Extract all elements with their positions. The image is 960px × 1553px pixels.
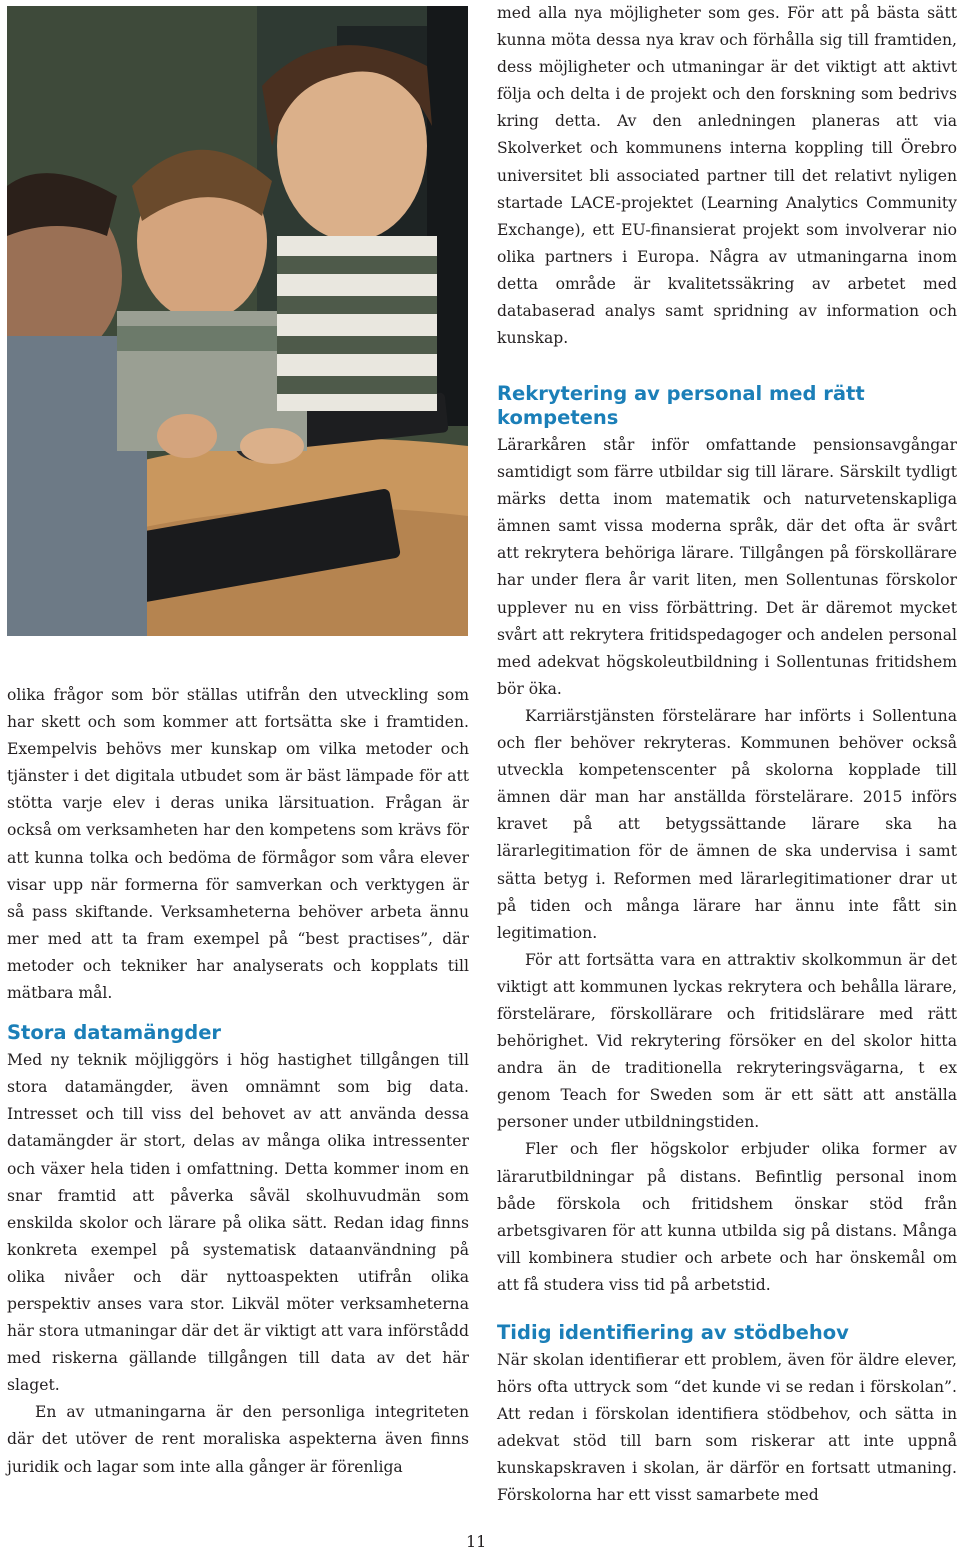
body-paragraph: En av utmaningarna är den personliga integriteten där det utöver de rent moraliska aspekterna även finns juridik och lagar som inte alla gånger är förenliga [7,1403,469,1476]
body-paragraph: Fler och fler högskolor erbjuder olika former av lärarutbildningar på distans. Befintlig personal inom både förskola och fritidshem önskar stöd från arbetsgivaren för att kunna utbilda sig på distans. Många vill kombinera studier och arbete och har önskemål om att få studera viss tid på arbetstid. [497,1140,957,1294]
section-heading-tidig-identifiering: Tidig identifiering av stödbehov [497,1321,849,1344]
body-paragraph: Med ny teknik möjliggörs i hög hastighet tillgången till stora datamängder, även omnämnt som big data. Intresset och till viss del behovet av att använda dessa datamängder är stort, delas av många olika intressenter och växer hela tiden i omfattning. Detta kommer inom en snar framtid att påverka såväl skolhuvudmän som enskilda skolor och lärare på olika sätt. Redan idag finns konkreta exempel på systematisk dataanvändning på olika nivåer och där nyttoaspekten utifrån olika perspektiv anses vara stor. Likväl möter verksamheterna här stora utmaningar där det är viktigt att vara införstådd med riskerna gällande tillgången till data av det här slaget. [7,1051,469,1395]
body-paragraph: För att fortsätta vara en attraktiv skolkommun är det viktigt att kommunen lyckas rekrytera och behålla lärare, förstelärare, förskollärare och fritidslärare med rätt behörighet. Vid rekrytering försöker en del skolor hitta andra än de traditionella rekryteringsvägarna, t ex genom Teach for Sweden som är ett sätt att anställa personer under utbildningstiden. [497,950,957,1132]
right-column-top [497,0,957,352]
page-number: 11 [466,1532,487,1551]
section-heading-stora-datamangder: Stora datamängder [7,1021,222,1045]
section-heading-rekrytering: Rekrytering av personal med rätt kompetens [497,382,865,429]
body-paragraph: Karriärstjänsten förstelärare har införts i Sollentuna och fler behöver rekryteras. Kommunen behöver också utveckla kompetenscenter på skolorna kopplade till ämnen där man har anställda förstelärare. 2015 införs kravet på att betygssättande lärare ska ha lärarlegitimation för de ämnen de ska undervisa i samt sätta betyg i. Reformen med lärarlegitimationer drar ut på tiden och många lärare har ännu inte fått sin legitimation. [497,706,957,942]
students-at-computer-photo [7,6,468,636]
body-paragraph: med alla nya möjligheter som ges. För att på bästa sätt kunna möta dessa nya krav och förhålla sig till framtiden, dess möjligheter och utmaningar är det viktigt att aktivt följa och delta i de projekt och den forskning som bedrivs kring detta. Av den anledningen planeras att via Skolverket och kommunens interna koppling till Örebro universitet bli associated partner till det relativt nyligen startade LACE-projektet (Learning Analytics Community Exchange), ett EU-finansierat projekt som involverar nio olika partners i Europa. Några av utmaningarna inom detta område är kvalitetssäkring av arbetet med databaserad analys samt spridning av information och kunskap. [497,4,957,348]
body-paragraph: Lärarkåren står inför omfattande pensionsavgångar samtidigt som färre utbildar sig till lärare. Särskilt tydligt märks detta inom matematik och naturvetenskapliga ämnen samt vissa moderna språk, där det ofta är svårt att rekrytera behöriga lärare. Tillgången på förskollärare har under flera år varit liten, men Sollentunas förskolor upplever nu en viss förbättring. Det är däremot mycket svårt att rekrytera fritidspedagoger och andelen personal med adekvat högskoleutbildning i Sollentunas fritidshem bör öka. [497,436,957,698]
right-column [497,368,957,1510]
body-paragraph: När skolan identifierar ett problem, även för äldre elever, hörs ofta uttryck som “det kunde vi se redan i förskolan”. Att redan i förskolan identifiera stödbehov, och sätta in adekvat stöd till barn som riskerar att inte uppnå kunskapskraven i skolan, är därför en fortsatt utmaning. Förskolorna har ett visst samarbete med [497,1351,957,1505]
left-column [7,682,469,1481]
body-paragraph: olika frågor som bör ställas utifrån den utveckling som har skett och som kommer att fortsätta ske i framtiden. Exempelvis behövs mer kunskap om vilka metoder och tjänster i det digitala utbudet som är bäst lämpade för att stötta varje elev i deras unika lärsituation. Frågan är också om verksamheten har den kompetens som krävs för att kunna tolka och bedöma de förmågor som våra elever visar upp när formerna för samverkan och verktygen är så pass skiftande. Verksamheterna behöver arbeta ännu mer med att ta fram exempel på “best practises”, där metoder och tekniker har analyserats och kopplats till mätbara mål. [7,686,469,1003]
